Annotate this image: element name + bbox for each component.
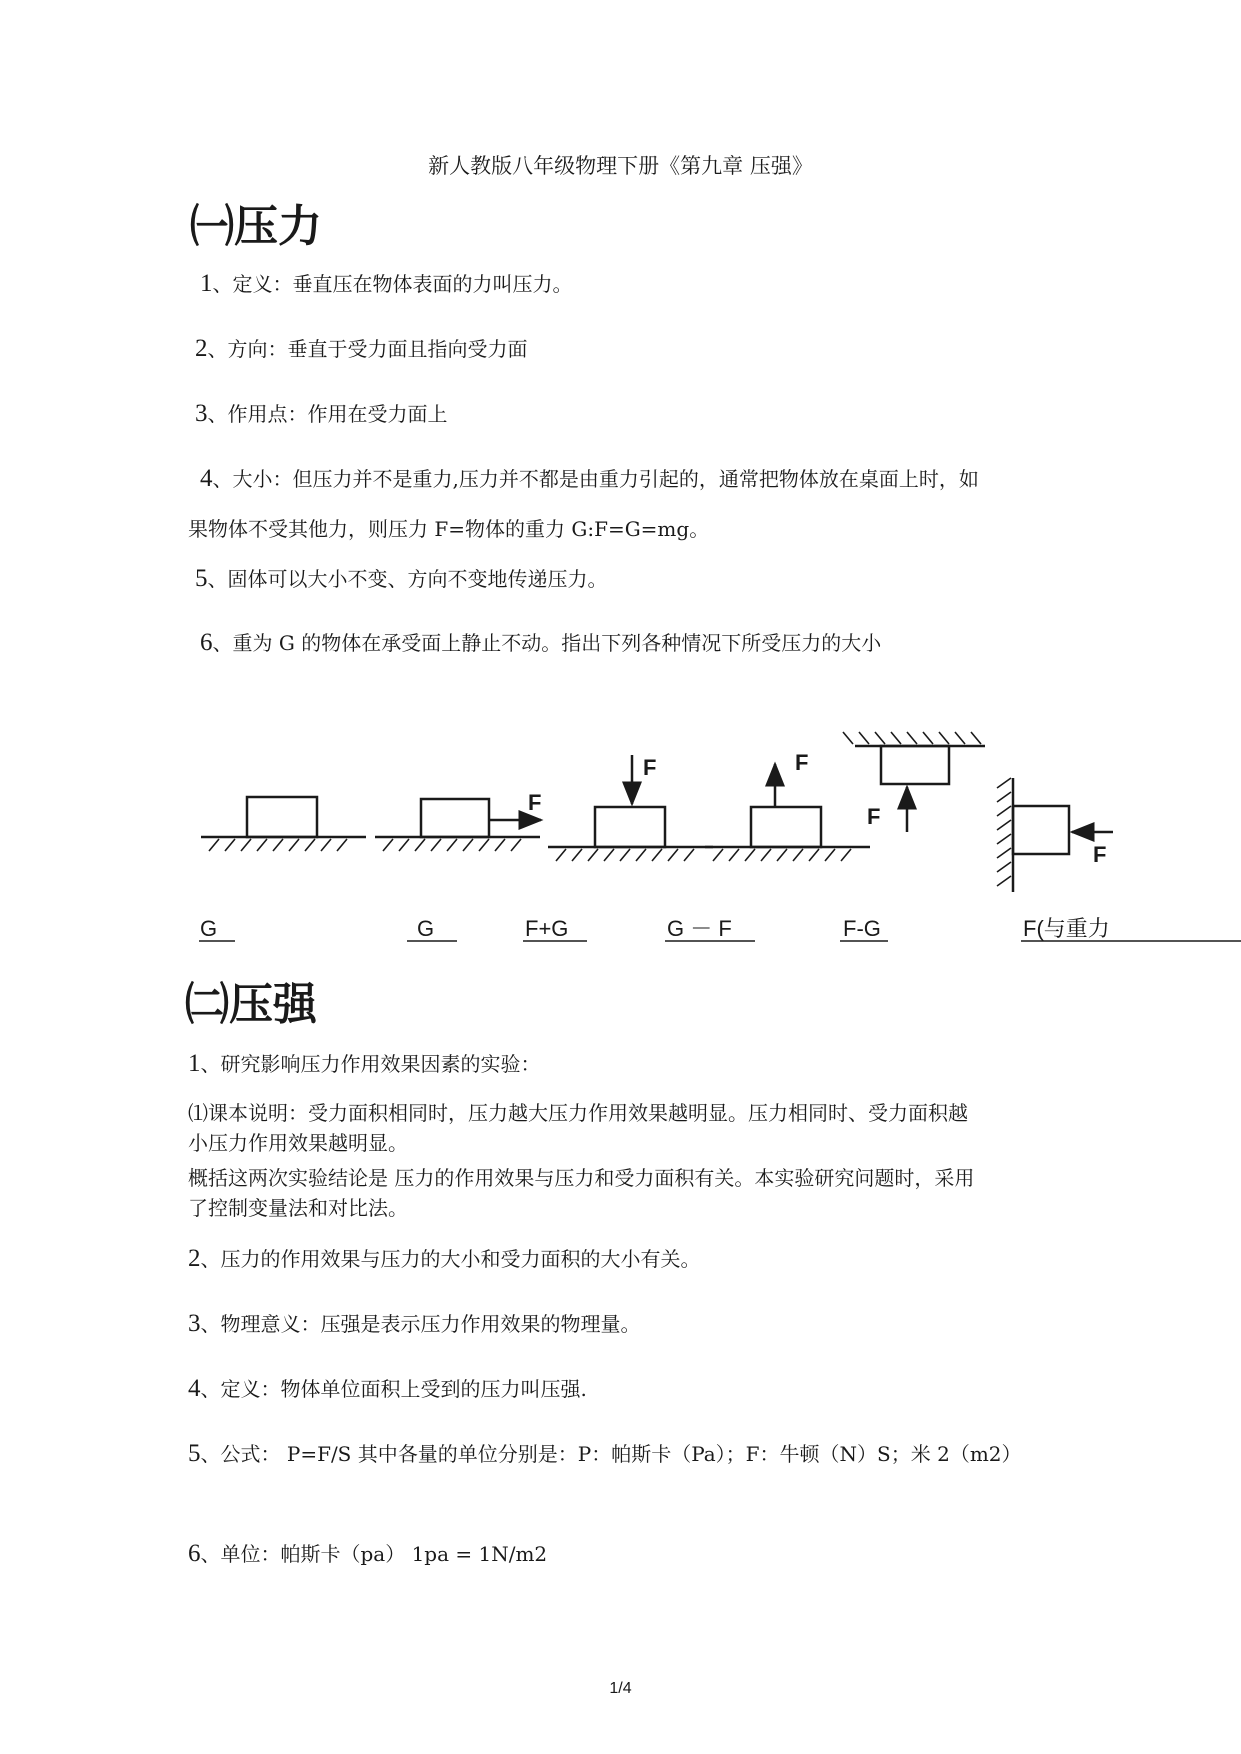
force-label-5: F — [867, 804, 881, 829]
sec2-item-1: 1、研究影响压力作用效果因素的实验： — [188, 1050, 541, 1077]
diagram-case-wall — [997, 778, 1113, 892]
sec1-item-3: 3、作用点：作用在受力面上 — [195, 400, 448, 427]
force-label-3: F — [643, 755, 657, 780]
answer-label-4: G － F — [667, 916, 732, 941]
force-label-4: F — [795, 750, 809, 775]
pressure-force-diagrams — [195, 720, 1241, 950]
sec1-item-1: 1、定义：垂直压在物体表面的力叫压力。 — [200, 270, 573, 297]
section-heading-pressure: ㈠压力 — [190, 201, 322, 252]
answer-label-1: G — [200, 916, 218, 941]
diagram-case-horizontal-force — [375, 799, 541, 851]
diagram-case-downward-force — [548, 755, 713, 861]
diagram-case-ceiling — [843, 732, 985, 832]
document-title: 新人教版八年级物理下册《第九章 压强》 — [428, 154, 813, 178]
answer-label-6: F(与重力 — [1023, 916, 1110, 941]
force-label-6: F — [1093, 842, 1107, 867]
answer-label-3: F+G — [525, 916, 569, 941]
sec2-item-2: 2、压力的作用效果与压力的大小和受力面积的大小有关。 — [188, 1245, 701, 1272]
sec1-item-6: 6、重为 G 的物体在承受面上静止不动。指出下列各种情况下所受压力的大小 — [200, 629, 882, 656]
sec2-item-1-conclusion-2: 了控制变量法和对比法。 — [188, 1196, 408, 1220]
answer-label-2: G — [417, 916, 435, 941]
sec2-item-6-unit: 6、单位：帕斯卡（pa） 1pa = 1N/m2 — [188, 1540, 548, 1567]
sec1-item-4: 4、大小：但压力并不是重力,压力并不都是由重力引起的，通常把物体放在桌面上时，如 — [200, 465, 979, 492]
sec2-item-3: 3、物理意义：压强是表示压力作用效果的物理量。 — [188, 1310, 641, 1337]
sec2-item-5-formula: 5、公式： P=F/S 其中各量的单位分别是：P：帕斯卡（Pa）；F：牛顿（N）S；米 2（m2） — [188, 1440, 1022, 1467]
diagram-case-upward-force — [705, 764, 870, 861]
sec2-item-4: 4、定义：物体单位面积上受到的压力叫压强. — [188, 1375, 587, 1402]
diagram-case-resting — [201, 797, 366, 851]
sec1-item-4-cont: 果物体不受其他力，则压力 F=物体的重力 G:F=G=mg。 — [188, 517, 710, 541]
force-label-2: F — [528, 790, 542, 815]
sec2-item-1-note-1: ⑴课本说明：受力面积相同时，压力越大压力作用效果越明显。压力相同时、受力面积越 — [188, 1101, 968, 1125]
sec1-item-2: 2、方向：垂直于受力面且指向受力面 — [195, 335, 528, 362]
page-indicator: 1/4 — [609, 1680, 632, 1697]
sec2-item-1-conclusion-1: 概括这两次实验结论是 压力的作用效果与压力和受力面积有关。本实验研究问题时，采用 — [188, 1166, 975, 1190]
section-heading-pressure-intensity: ㈡压强 — [185, 979, 317, 1030]
sec2-item-1-note-2: 小压力作用效果越明显。 — [188, 1131, 408, 1155]
sec1-item-5: 5、固体可以大小不变、方向不变地传递压力。 — [195, 565, 608, 592]
answer-label-5: F-G — [843, 916, 881, 941]
